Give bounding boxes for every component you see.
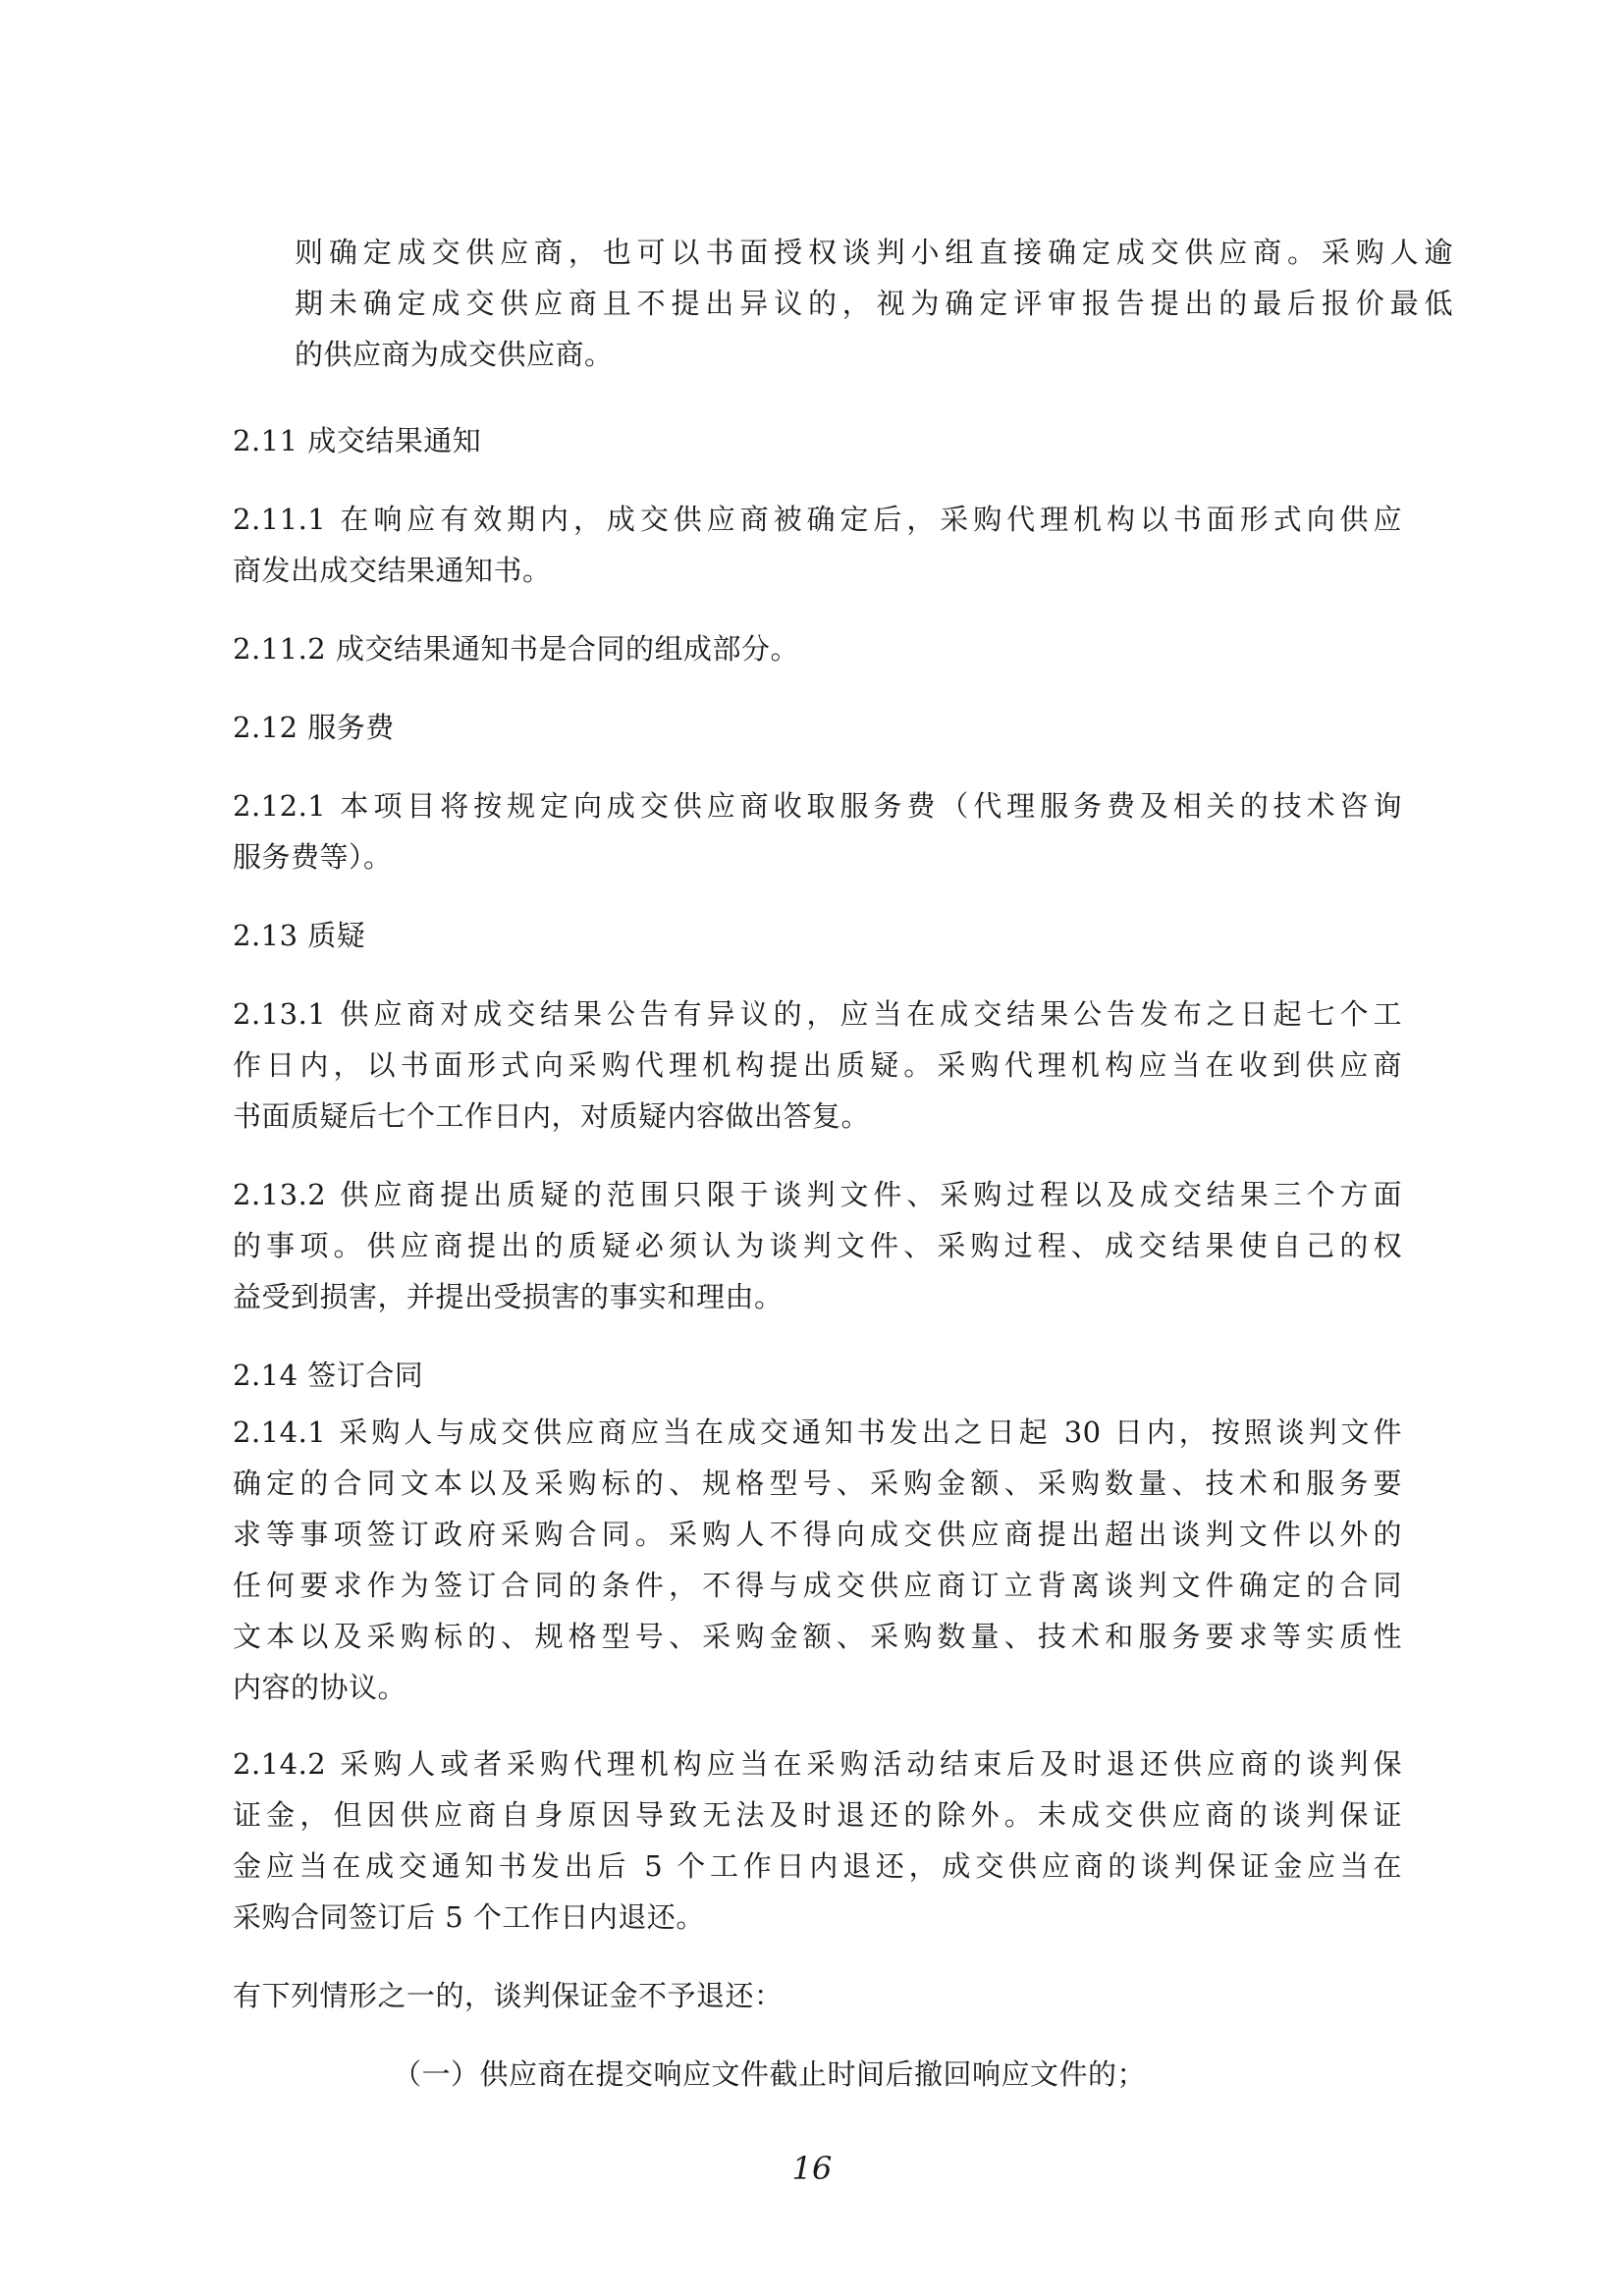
paragraph-line: 则确定成交供应商，也可以书面授权谈判小组直接确定成交供应商。采购人逾 (295, 236, 1453, 269)
paragraph-line: 内容的协议。 (233, 1671, 407, 1704)
section-heading: 2.13 质疑 (233, 919, 366, 952)
paragraph-line: 2.11.1 在响应有效期内，成交供应商被确定后，采购代理机构以书面形式向供应 (233, 503, 1402, 536)
paragraph-line: 金应当在成交通知书发出后 5 个工作日内退还，成交供应商的谈判保证金应当在 (233, 1849, 1402, 1883)
paragraph-line: 2.13.1 供应商对成交结果公告有异议的，应当在成交结果公告发布之日起七个工 (233, 997, 1402, 1031)
paragraph-line: 期未确定成交供应商且不提出异议的，视为确定评审报告提出的最后报价最低 (295, 287, 1453, 320)
paragraph-line: 的事项。供应商提出的质疑必须认为谈判文件、采购过程、成交结果使自己的权 (233, 1229, 1402, 1262)
paragraph-line: 2.14.1 采购人与成交供应商应当在成交通知书发出之日起 30 日内，按照谈判文件 (233, 1415, 1402, 1449)
paragraph-line: 的供应商为成交供应商。 (295, 338, 614, 371)
paragraph-line: 益受到损害，并提出受损害的事实和理由。 (233, 1280, 784, 1313)
paragraph-line: 2.13.2 供应商提出质疑的范围只限于谈判文件、采购过程以及成交结果三个方面 (233, 1178, 1402, 1211)
paragraph-line: 采购合同签订后 5 个工作日内退还。 (233, 1900, 705, 1934)
paragraph-line: 服务费等）。 (233, 840, 393, 874)
paragraph-line: 确定的合同文本以及采购标的、规格型号、采购金额、采购数量、技术和服务要 (233, 1467, 1402, 1500)
paragraph-line: 2.12.1 本项目将按规定向成交供应商收取服务费（代理服务费及相关的技术咨询 (233, 789, 1402, 823)
paragraph-line: 2.14.2 采购人或者采购代理机构应当在采购活动结束后及时退还供应商的谈判保 (233, 1747, 1402, 1781)
paragraph-line: 2.11.2 成交结果通知书是合同的组成部分。 (233, 632, 799, 666)
section-heading: 2.12 服务费 (233, 711, 395, 744)
paragraph-line: 有下列情形之一的，谈判保证金不予退还： (233, 1979, 784, 2012)
section-heading: 2.14 签订合同 (233, 1359, 424, 1392)
paragraph-line: 任何要求作为签订合同的条件，不得与成交供应商订立背离谈判文件确定的合同 (233, 1569, 1402, 1602)
section-heading: 2.11 成交结果通知 (233, 424, 482, 457)
paragraph-line: 作日内，以书面形式向采购代理机构提出质疑。采购代理机构应当在收到供应商 (233, 1048, 1402, 1082)
paragraph-line: 商发出成交结果通知书。 (233, 554, 552, 587)
list-item: （一）供应商在提交响应文件截止时间后撤回响应文件的； (393, 2057, 1147, 2091)
page-number: 16 (791, 2150, 833, 2187)
paragraph-line: 证金，但因供应商自身原因导致无法及时退还的除外。未成交供应商的谈判保证 (233, 1798, 1402, 1832)
paragraph-line: 书面质疑后七个工作日内，对质疑内容做出答复。 (233, 1099, 871, 1133)
paragraph-line: 文本以及采购标的、规格型号、采购金额、采购数量、技术和服务要求等实质性 (233, 1620, 1402, 1653)
paragraph-line: 求等事项签订政府采购合同。采购人不得向成交供应商提出超出谈判文件以外的 (233, 1518, 1402, 1551)
